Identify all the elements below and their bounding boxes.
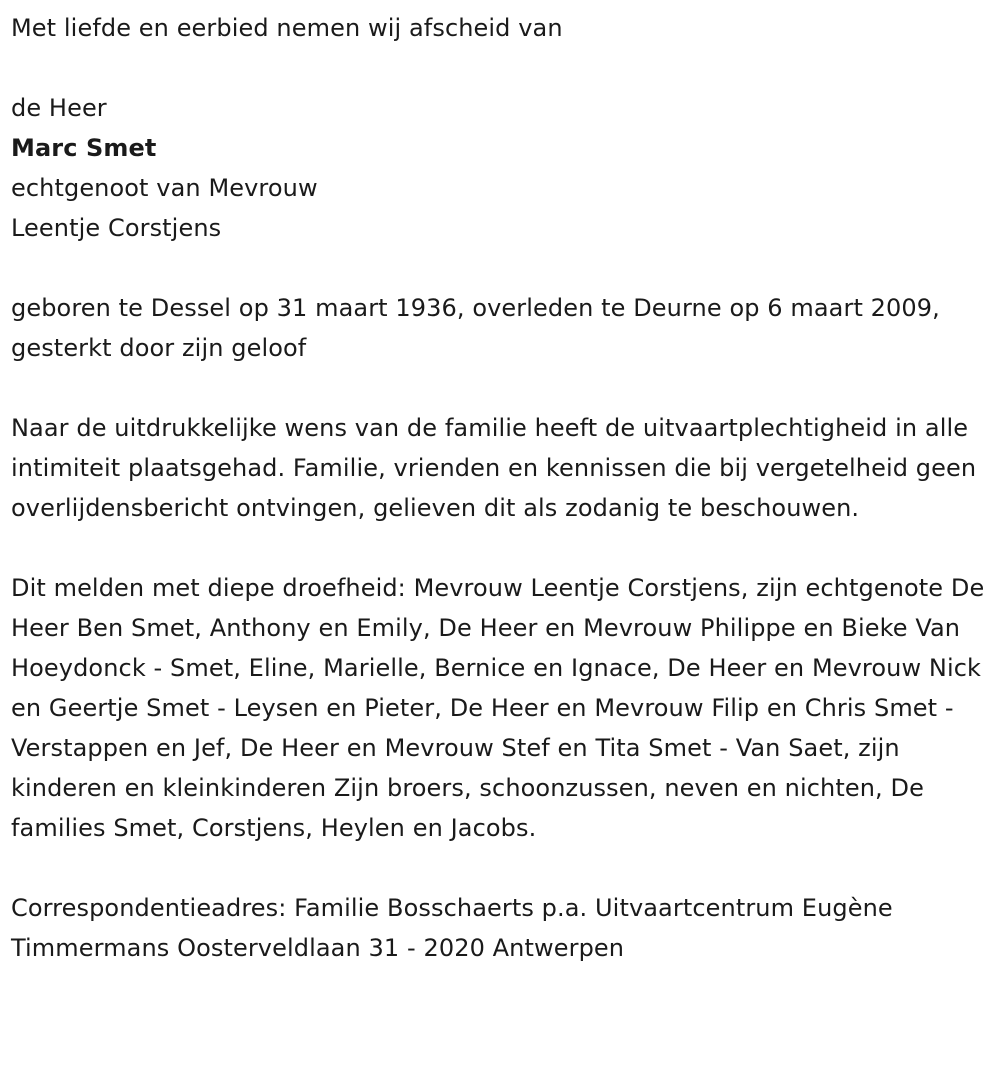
spacer bbox=[11, 528, 986, 568]
spacer bbox=[11, 368, 986, 408]
birth-death-paragraph: geboren te Dessel op 31 maart 1936, overleden te Deurne op 6 maart 2009, gesterkt door zijn geloof bbox=[11, 294, 940, 362]
honorific: de Heer bbox=[11, 94, 107, 122]
spacer bbox=[11, 248, 986, 288]
spacer bbox=[11, 48, 986, 88]
spouse-relation: echtgenoot van Mevrouw bbox=[11, 174, 318, 202]
spacer bbox=[11, 848, 986, 888]
spouse-name: Leentje Corstjens bbox=[11, 214, 222, 242]
deceased-name: Marc Smet bbox=[11, 134, 157, 162]
address-paragraph: Correspondentieadres: Familie Bosschaerts p.a. Uitvaartcentrum Eugène Timmermans Oosterveldlaan 31 - 2020 Antwerpen bbox=[11, 894, 893, 962]
intro-line: Met liefde en eerbied nemen wij afscheid van bbox=[11, 14, 563, 42]
ceremony-paragraph: Naar de uitdrukkelijke wens van de familie heeft de uitvaartplechtigheid in alle intimiteit plaatsgehad. Familie, vrienden en kennissen die bij vergetelheid geen overlijdensbericht ontvingen, gelieven dit als zodanig te beschouwen. bbox=[11, 414, 977, 522]
family-paragraph: Dit melden met diepe droefheid: Mevrouw Leentje Corstjens, zijn echtgenote De Heer Ben Smet, Anthony en Emily, De Heer en Mevrouw Philippe en Bieke Van Hoeydonck - Smet, Eline, Marielle, Bernice en Ignace, De Heer en Mevrouw Nick en Geertje Smet - Leysen en Pieter, De Heer en Mevrouw Filip en Chris Smet - Verstappen en Jef, De Heer en Mevrouw Stef en Tita Smet - Van Saet, zijn kinderen en kleinkinderen Zijn broers, schoonzussen, neven en nichten, De families Smet, Corstjens, Heylen en Jacobs. bbox=[11, 574, 985, 842]
